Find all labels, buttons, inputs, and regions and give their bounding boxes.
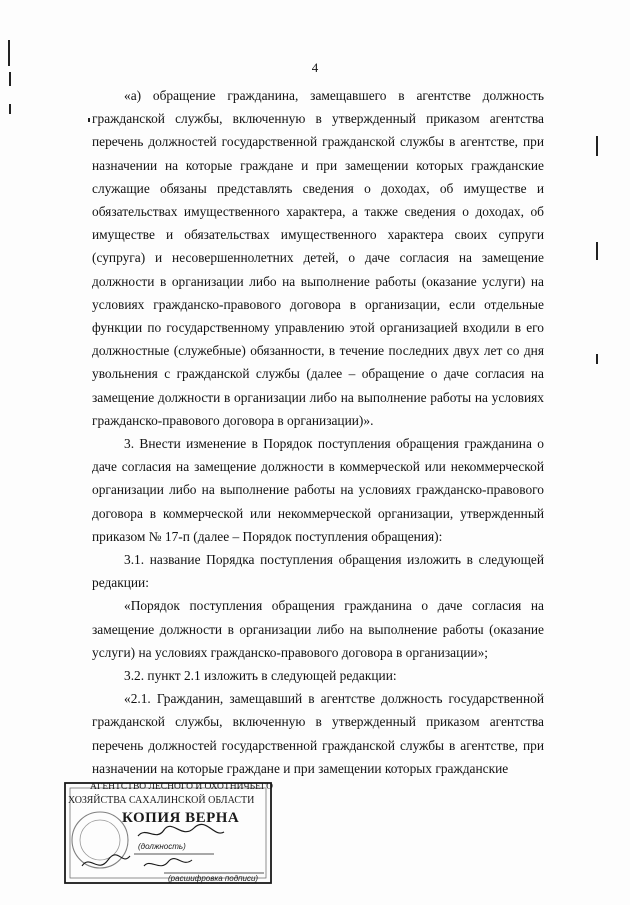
paragraph-item-a: «а) обращение гражданина, замещавшего в агентстве должность гражданской службы, включенную в утвержденный приказом агентства перечень должностей государственной гражданской службы в агентстве, при назначении на которые граждане и при замещении которых гражданские служащие обязаны представлять сведения о доходах, об имуществе и обязательствах имущественного характера, а также сведения о доходах, об имуществе и обязательствах имущественного характера своих супруги (супруга) и несовершеннолетних детей, о даче согласия на замещение должности в организации либо на выполнение работы (оказание услуги) на условиях гражданско-правового договора в организации, если отдельные функции по государственному управлению этой организацией входили в его должностные (служебные) обязанности, в течение последних двух лет со дня увольнения с гражданской службы (далее – обращение о даче согласия на замещение должности в организации либо на выполнение работы на условиях гражданско-правового договора в организации)». bbox=[92, 88, 544, 428]
certification-stamp bbox=[64, 782, 272, 884]
scan-edge-mark bbox=[596, 136, 598, 156]
stamp-position-caption: (должность) bbox=[138, 842, 186, 851]
paragraph-clause-3-2: 3.2. пункт 2.1 изложить в следующей редакции: bbox=[124, 668, 397, 684]
scan-edge-mark bbox=[88, 118, 90, 122]
paragraph-new-title: «Порядок поступления обращения гражданина о даче согласия на замещение должности в организации либо на выполнение работы (оказание услуги) на условиях гражданско-правового договора в организации»; bbox=[92, 598, 544, 660]
scan-edge-mark bbox=[9, 104, 11, 114]
stamp-copy-certified: КОПИЯ ВЕРНА bbox=[122, 810, 240, 826]
stamp-signature-caption: (расшифровка подписи) bbox=[168, 874, 259, 883]
stamp-region-line: ХОЗЯЙСТВА САХАЛИНСКОЙ ОБЛАСТИ bbox=[68, 795, 255, 806]
paragraph-clause-2-1: «2.1. Гражданин, замещавший в агентстве должность государственной гражданской службы, включенную в утвержденный приказом агентства перечень должностей государственной гражданской службы в агентстве, при назначении на которые граждане и при замещении которых гражданские bbox=[92, 691, 544, 776]
scan-edge-mark bbox=[596, 242, 598, 260]
page-number: 4 bbox=[311, 60, 319, 75]
paragraph-clause-3-1: 3.1. название Порядка поступления обращения изложить в следующей редакции: bbox=[92, 552, 544, 591]
scan-edge-mark bbox=[596, 354, 598, 364]
stamp-agency-line: АГЕНТСТВО ЛЕСНОГО И ОХОТНИЧЬЕГО bbox=[90, 782, 273, 792]
document-body bbox=[92, 84, 544, 780]
paragraph-clause-3: 3. Внести изменение в Порядок поступления обращения гражданина о даче согласия на замещение должности в коммерческой или некоммерческой организации либо на выполнение работы на условиях гражданско-правового договора в коммерческой или некоммерческой организации, утвержденный приказом № 17-п (далее – Порядок поступления обращения): bbox=[92, 436, 544, 544]
